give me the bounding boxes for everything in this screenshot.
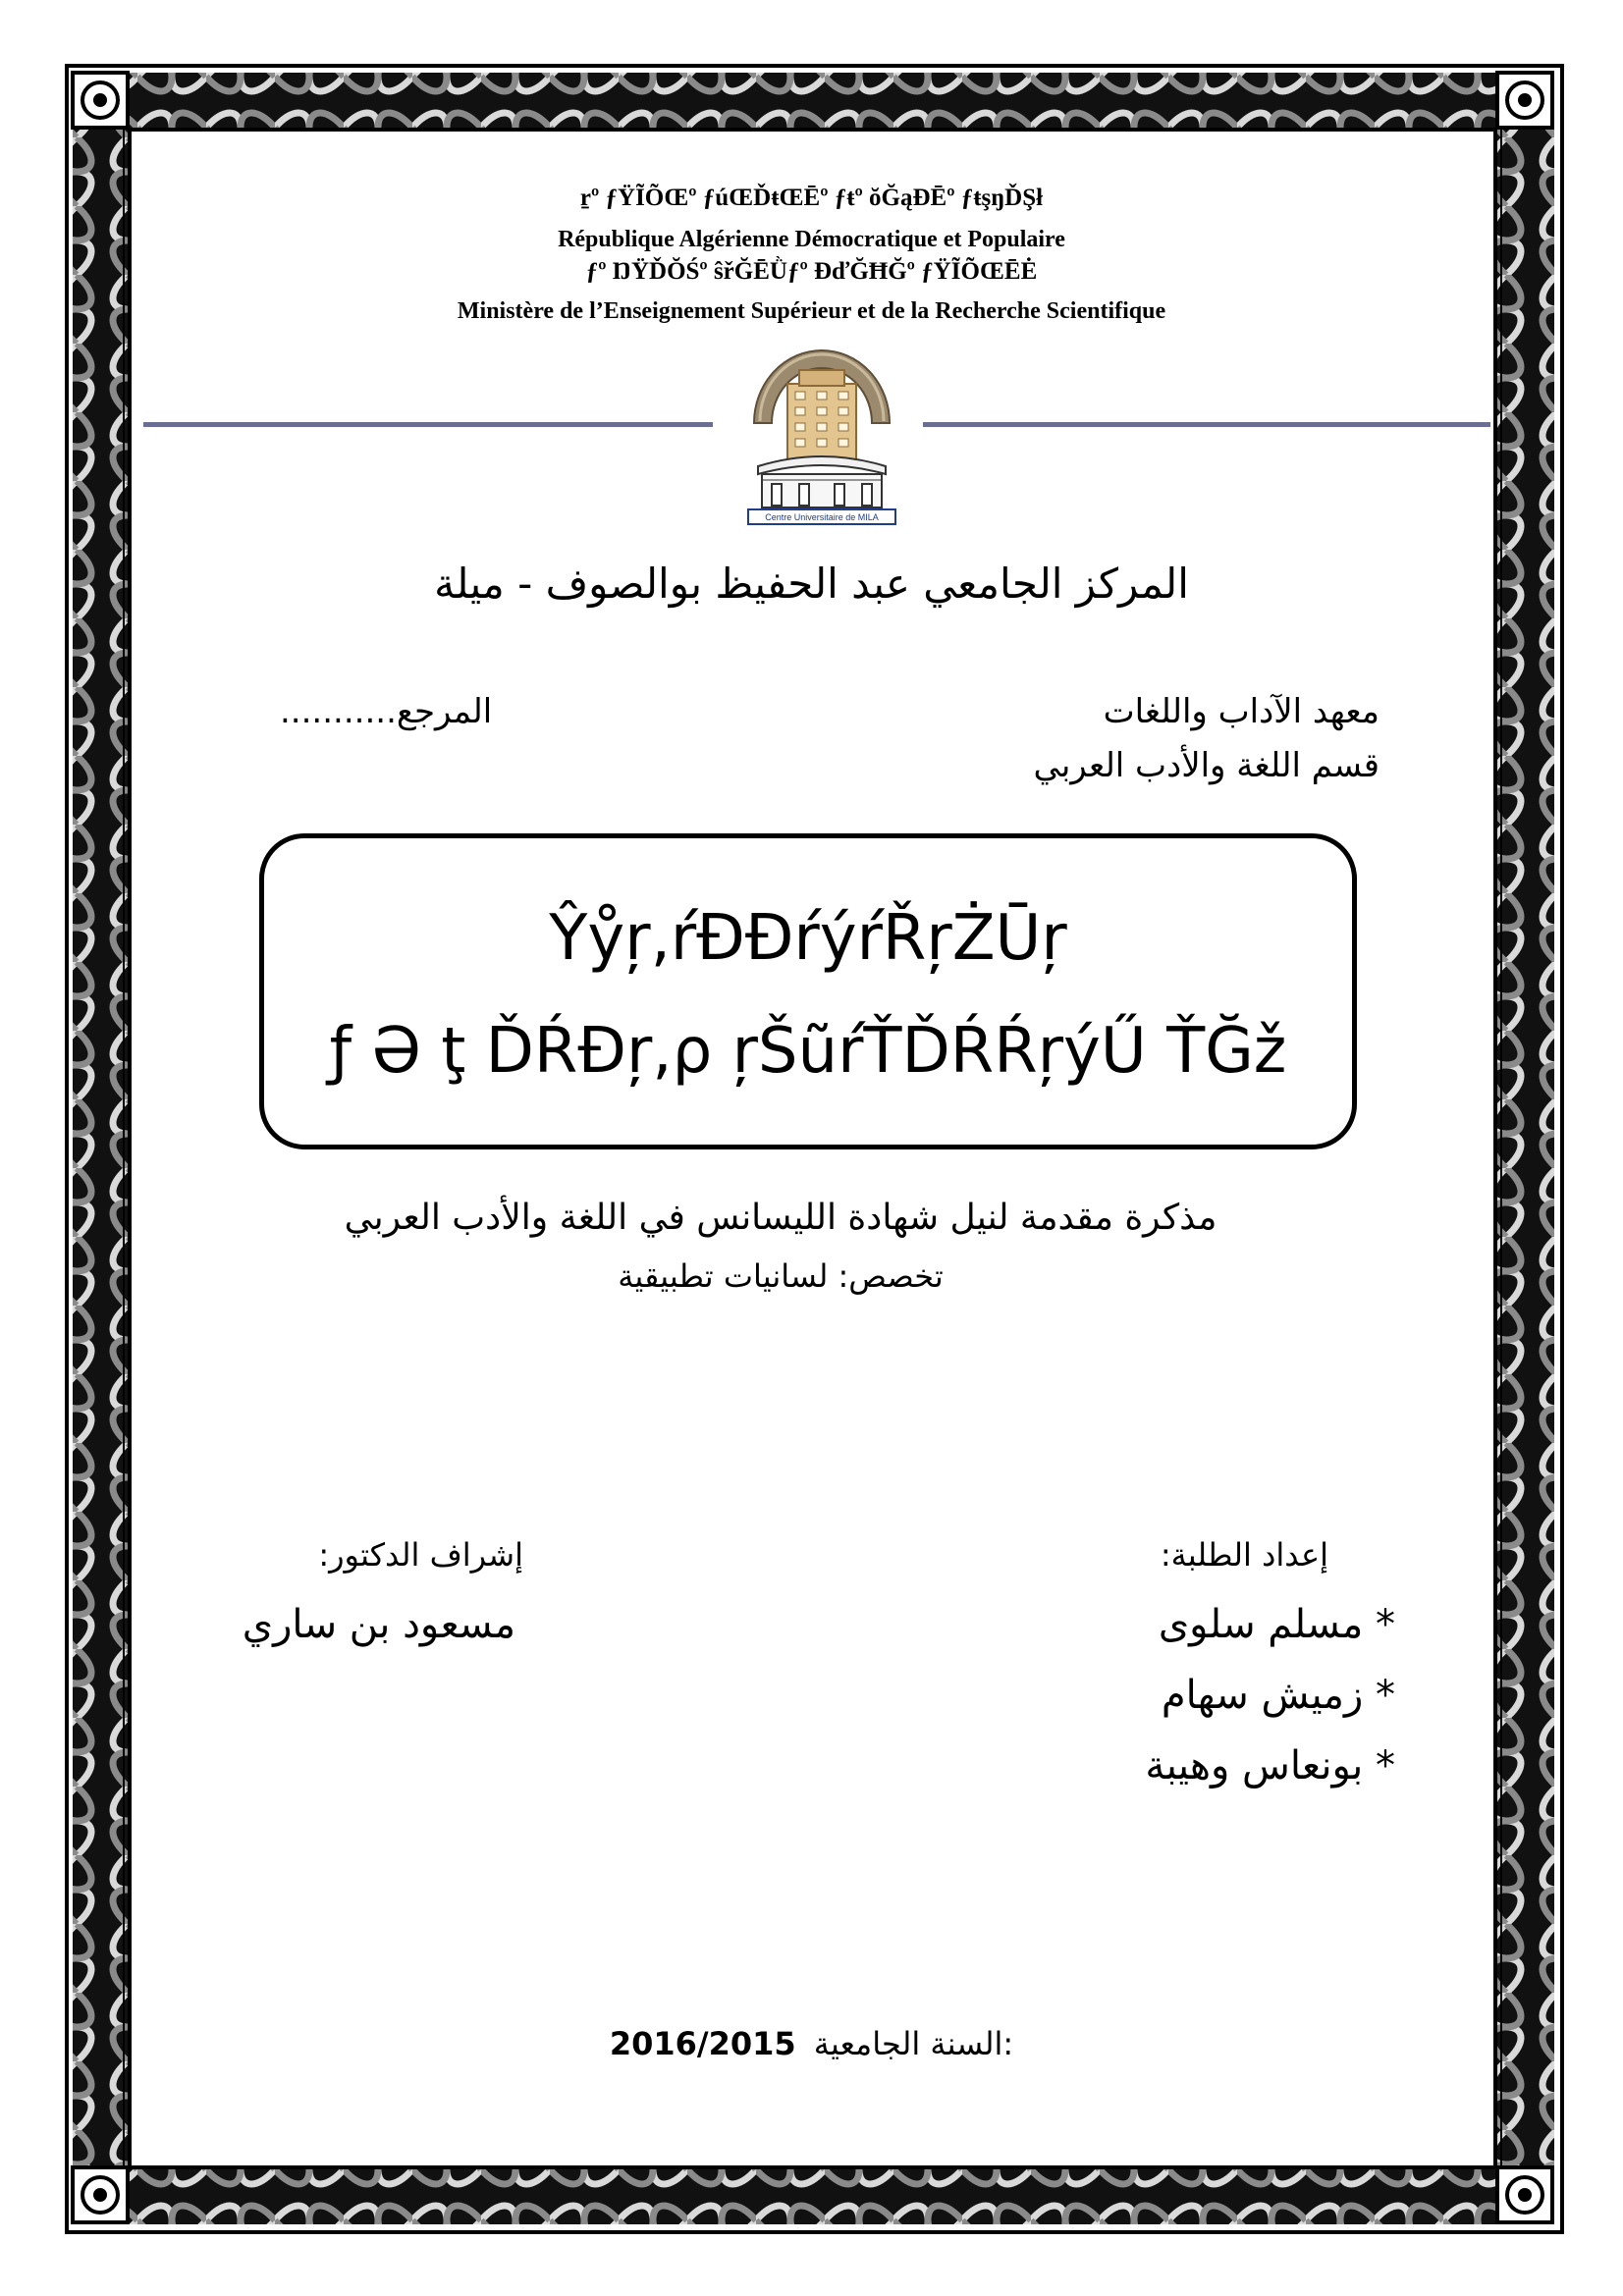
academic-year bbox=[0, 2025, 1623, 2062]
academic-year-label: السنة الجامعية: bbox=[813, 2025, 1014, 2062]
specialty-line: تخصص: لسانيات تطبيقية bbox=[618, 1257, 944, 1295]
corner-ornament-icon bbox=[1497, 73, 1552, 128]
border-right-band bbox=[1497, 130, 1554, 2167]
students-heading: إعداد الطلبة: bbox=[1160, 1536, 1328, 1574]
border-bottom-band bbox=[128, 2167, 1495, 2224]
corner-ornament-icon bbox=[1497, 2167, 1552, 2222]
university-logo bbox=[738, 337, 905, 525]
header-garbled-line-2: ƒº ŊŸĎŎŚº ŝřĞĒǛƒº ĐďĞĦĞº ƒŸĨÕŒĒĖ bbox=[585, 258, 1038, 285]
student-name-3: * بونعاس وهيبة bbox=[1145, 1743, 1395, 1789]
memo-description: مذكرة مقدمة لنيل شهادة الليسانس في اللغة والأدب العربي bbox=[344, 1198, 1217, 1238]
corner-ornament-icon bbox=[73, 2167, 128, 2222]
header-republic: République Algérienne Démocratique et Populaire bbox=[558, 227, 1065, 252]
border-left-band bbox=[73, 130, 130, 2167]
thesis-title-line-2: ƒ Ə ţ ĎŔĐŗ,ρ ŗŠũŕŤĎŔŔŗýŰ ŤĞž bbox=[329, 1015, 1287, 1088]
academic-year-value: 2016/2015 bbox=[609, 2025, 796, 2062]
corner-ornament-icon bbox=[73, 73, 128, 128]
supervisor-name: مسعود بن ساري bbox=[242, 1602, 515, 1647]
student-name-2: * زميش سهام bbox=[1161, 1673, 1395, 1718]
center-name: المركز الجامعي عبد الحفيظ بوالصوف - ميلة bbox=[434, 560, 1189, 608]
institute-name: معهد الآداب واللغات bbox=[1103, 692, 1380, 731]
thesis-title-box bbox=[259, 833, 1357, 1149]
student-name-1: * مسلم سلوى bbox=[1158, 1602, 1395, 1647]
reference-field: المرجع........... bbox=[280, 692, 493, 731]
department-name: قسم اللغة والأدب العربي bbox=[1033, 746, 1380, 785]
header-divider-left bbox=[143, 422, 713, 427]
supervisor-heading: إشراف الدكتور: bbox=[318, 1536, 523, 1574]
header-divider-right bbox=[923, 422, 1490, 427]
thesis-title-line-1: Ŷẙŗ,ŕĐĐŕýŕŘŗŻŪŗ bbox=[549, 902, 1067, 975]
header-garbled-line-1: ṟº ƒŸĨÕŒº ƒúŒĎŧŒĒº ƒŧº ŏĞąĐĒº ƒŧşŋĎŞł bbox=[579, 185, 1044, 211]
logo-caption: Centre Universitaire de MILA bbox=[765, 512, 879, 522]
border-top-band bbox=[128, 73, 1495, 130]
header-ministry: Ministère de l’Enseignement Supérieur et de la Recherche Scientifique bbox=[457, 298, 1166, 324]
